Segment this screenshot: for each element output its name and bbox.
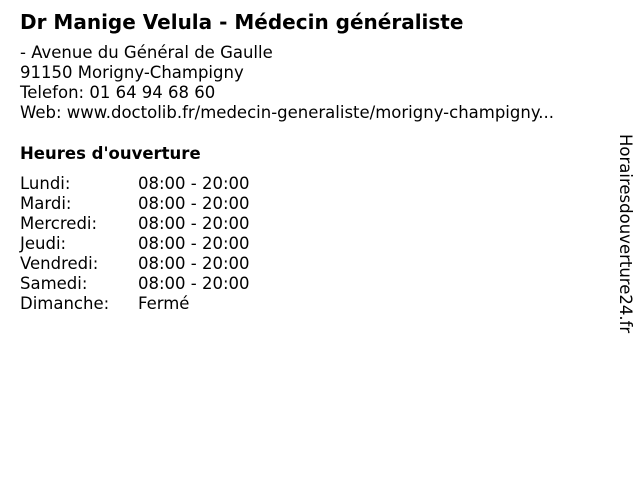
- hours-heading: Heures d'ouverture: [20, 144, 201, 163]
- page-title: Dr Manige Velula - Médecin généraliste: [20, 10, 464, 34]
- opening-hours-list: [20, 174, 250, 314]
- day-label: Vendredi:: [20, 254, 99, 273]
- address-line: - Avenue du Général de Gaulle: [20, 43, 273, 62]
- day-label: Dimanche:: [20, 294, 110, 313]
- hours-row-tuesday: [20, 194, 250, 214]
- hours-row-friday: [20, 254, 250, 274]
- time-value: 08:00 - 20:00: [138, 254, 250, 273]
- day-label: Samedi:: [20, 274, 88, 293]
- contact-block: [20, 43, 554, 123]
- hours-row-sunday: [20, 294, 250, 314]
- time-value: 08:00 - 20:00: [138, 174, 250, 193]
- time-value: Fermé: [138, 294, 190, 313]
- site-watermark: Horairesdouverture24.fr: [616, 134, 635, 334]
- hours-row-monday: [20, 174, 250, 194]
- city-line: 91150 Morigny-Champigny: [20, 63, 244, 82]
- time-value: 08:00 - 20:00: [138, 194, 250, 213]
- time-value: 08:00 - 20:00: [138, 234, 250, 253]
- day-label: Lundi:: [20, 174, 71, 193]
- hours-row-thursday: [20, 234, 250, 254]
- time-value: 08:00 - 20:00: [138, 274, 250, 293]
- hours-row-saturday: [20, 274, 250, 294]
- day-label: Jeudi:: [20, 234, 67, 253]
- day-label: Mardi:: [20, 194, 72, 213]
- day-label: Mercredi:: [20, 214, 98, 233]
- web-line: Web: www.doctolib.fr/medecin-generaliste/morigny-champigny...: [20, 103, 554, 122]
- time-value: 08:00 - 20:00: [138, 214, 250, 233]
- hours-row-wednesday: [20, 214, 250, 234]
- phone-line: Telefon: 01 64 94 68 60: [20, 83, 216, 102]
